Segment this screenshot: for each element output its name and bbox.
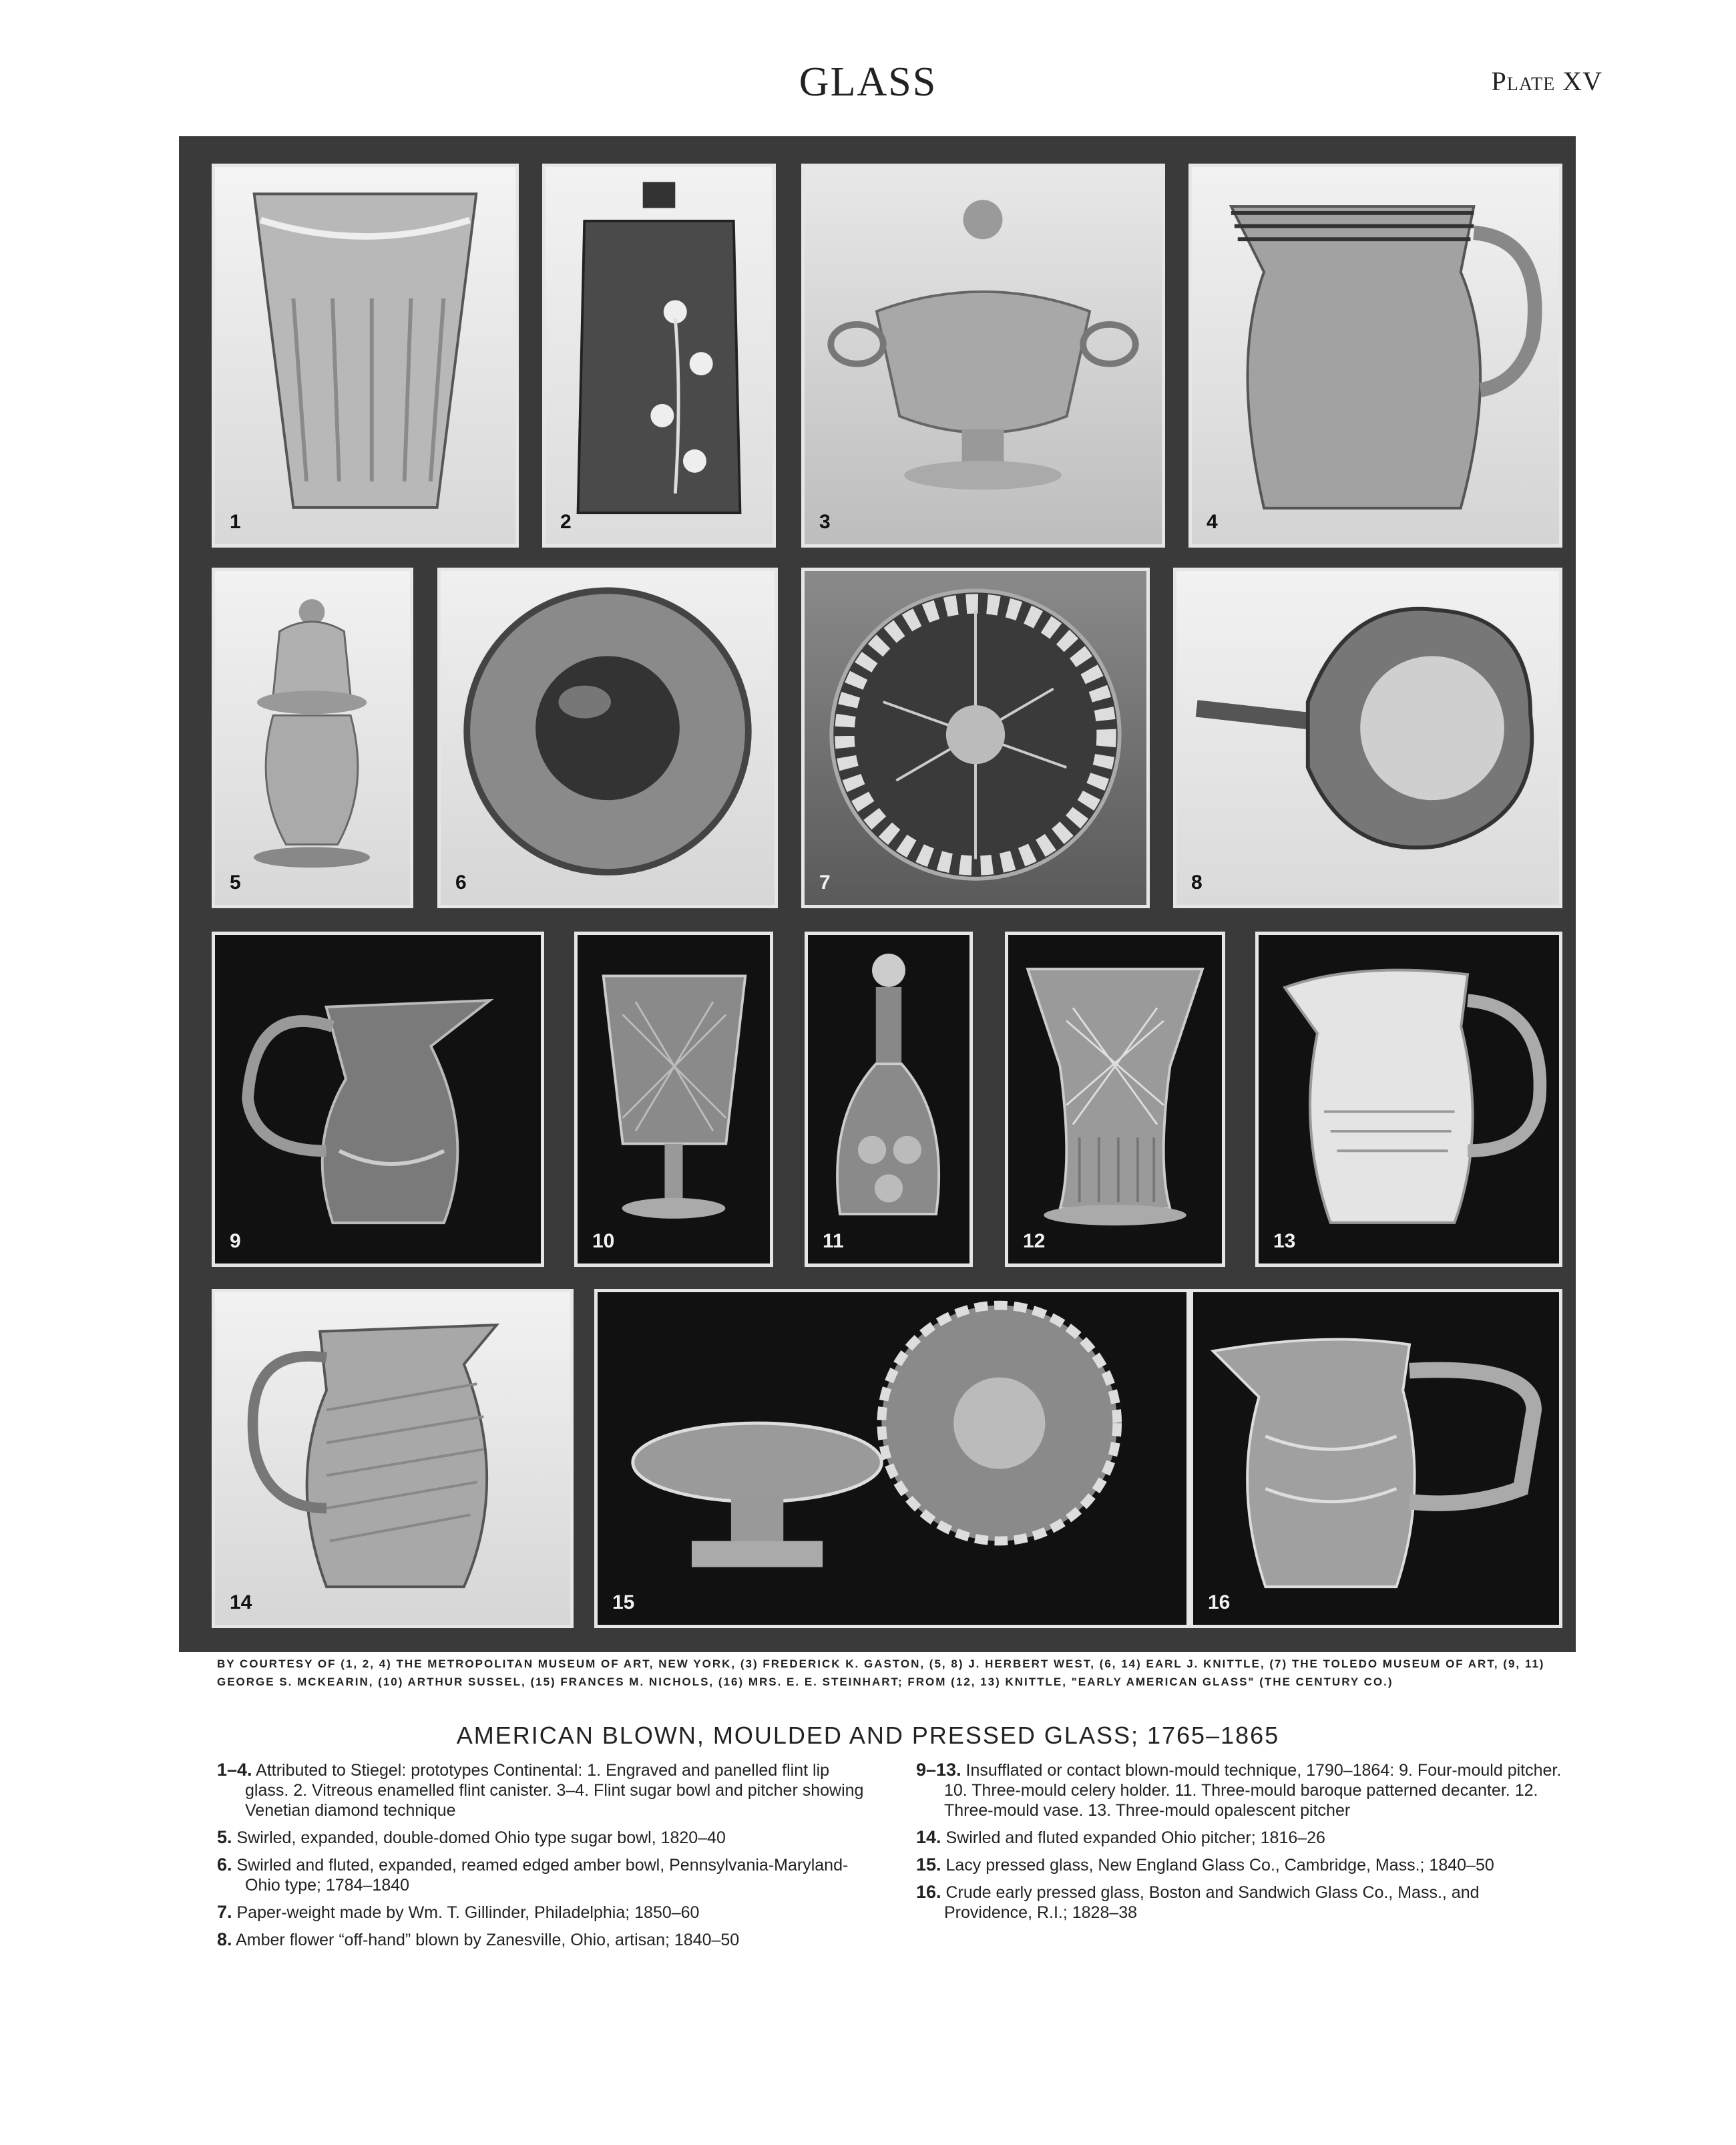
bowl-icon — [441, 571, 775, 905]
sugar-bowl-icon — [805, 167, 1162, 544]
photo-number: 12 — [1023, 1230, 1046, 1252]
caption-item: 14. Swirled and fluted expanded Ohio pitcher; 1816–26 — [916, 1827, 1325, 1847]
photo-8 — [1173, 568, 1562, 908]
photo-number: 6 — [455, 871, 467, 894]
photo-3 — [801, 164, 1165, 548]
pitcher-icon — [215, 1292, 570, 1625]
photo-12 — [1005, 932, 1225, 1267]
caption-right-column — [916, 1760, 1570, 1929]
photo-number: 5 — [230, 871, 241, 894]
covered-jar-icon — [215, 571, 410, 905]
caption-title: AMERICAN BLOWN, MOULDED AND PRESSED GLASS; 1765–1865 — [456, 1722, 1280, 1749]
decanter-icon — [808, 935, 969, 1263]
photo-number: 9 — [230, 1230, 241, 1252]
caption-item: 16. Crude early pressed glass, Boston and Sandwich Glass Co., Mass., and Providence, R.I.; 1828–38 — [916, 1882, 1480, 1922]
photo-16 — [1190, 1289, 1562, 1628]
photo-7 — [801, 568, 1150, 908]
caption-item: 7. Paper-weight made by Wm. T. Gillinder, Philadelphia; 1850–60 — [217, 1902, 700, 1922]
canister-icon — [546, 167, 773, 544]
caption-item: 5. Swirled, expanded, double-domed Ohio type sugar bowl, 1820–40 — [217, 1827, 726, 1847]
caption-item: 9–13. Insufflated or contact blown-mould technique, 1790–1864: 9. Four-mould pitcher. 10. Three-mould celery holder. 11. Three-mould baroque patterned decanter. 12. Three-mould vase. 13. Three-mould opalescent pitcher — [916, 1760, 1562, 1820]
photo-number: 4 — [1207, 511, 1218, 533]
photo-number: 10 — [592, 1230, 615, 1252]
photo-number: 11 — [823, 1230, 844, 1252]
caption-item: 1–4. Attributed to Stiegel: prototypes Continental: 1. Engraved and panelled flint lip glass. 2. Vitreous enamelled flint canister. 3–4. Flint sugar bowl and pitcher showing Venetian diamond technique — [217, 1760, 864, 1820]
pitcher-icon — [1192, 167, 1559, 544]
caption-item: 8. Amber flower “off-hand” blown by Zanesville, Ohio, artisan; 1840–50 — [217, 1929, 740, 1949]
photo-10 — [574, 932, 773, 1267]
pitcher-icon — [215, 935, 541, 1263]
photo-number: 15 — [612, 1591, 635, 1613]
photo-11 — [805, 932, 973, 1267]
photo-5 — [212, 568, 413, 908]
photo-4 — [1188, 164, 1562, 548]
caption-left-column — [217, 1760, 871, 1957]
paperweight-icon — [805, 571, 1146, 905]
vase-icon — [1008, 935, 1222, 1263]
photo-13 — [1255, 932, 1562, 1267]
photo-number: 16 — [1208, 1591, 1231, 1613]
page-title: GLASS — [799, 59, 937, 105]
photo-number: 1 — [230, 511, 241, 533]
photo-number: 14 — [230, 1591, 252, 1613]
photo-14 — [212, 1289, 574, 1628]
photo-number: 13 — [1273, 1230, 1296, 1252]
photo-15 — [594, 1289, 1190, 1628]
photo-6 — [437, 568, 778, 908]
photo-number: 7 — [819, 871, 831, 894]
caption-item: 15. Lacy pressed glass, New England Glass Co., Cambridge, Mass.; 1840–50 — [916, 1855, 1494, 1875]
lacy-dish-icon — [598, 1292, 1186, 1625]
photo-1 — [212, 164, 519, 548]
photo-number: 8 — [1191, 871, 1203, 894]
photo-2 — [542, 164, 776, 548]
beaker-icon — [215, 167, 515, 544]
caption-item: 6. Swirled and fluted, expanded, reamed edged amber bowl, Pennsylvania-Maryland-Ohio type; 1784–1840 — [217, 1855, 849, 1895]
photo-number: 3 — [819, 511, 831, 533]
celery-holder-icon — [578, 935, 770, 1263]
flower-icon — [1176, 571, 1559, 905]
photo-credits: BY COURTESY OF (1, 2, 4) THE METROPOLITAN MUSEUM OF ART, NEW YORK, (3) FREDERICK K. GASTON, (5, 8) J. HERBERT WEST, (6, 14) EARL J. KNITTLE, (7) THE TOLEDO MUSEUM OF ART, (9, 11) GEORGE S. MCKEARIN, (10) ARTHUR SUSSEL, (15) FRANCES M. NICHOLS, (16) MRS. E. E. STEINHART; FROM (12, 13) KNITTLE, "EARLY AMERICAN GLASS" (THE CENTURY CO.) — [217, 1658, 1545, 1688]
plate-number: Plate XV — [1491, 66, 1602, 96]
pitcher-icon — [1193, 1292, 1559, 1625]
photo-9 — [212, 932, 544, 1267]
pitcher-icon — [1259, 935, 1559, 1263]
photo-number: 2 — [560, 511, 572, 533]
